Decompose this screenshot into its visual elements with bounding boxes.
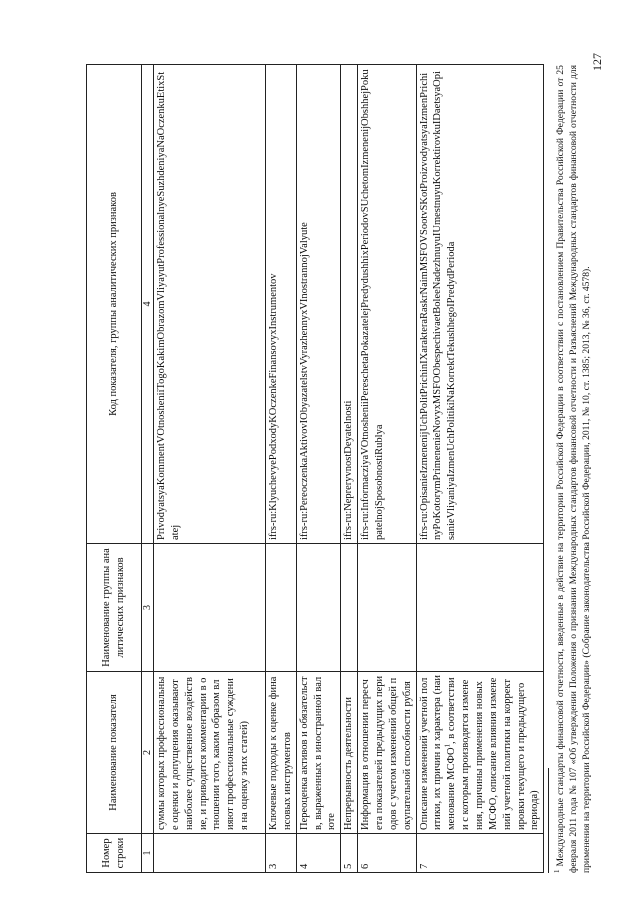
header-indicator-name: Наименование показателя (87, 672, 142, 834)
header-row-number: Номер строки (87, 834, 142, 873)
indicator-code: ifrs-ru:InformacziyaVOtnosheniiPereschetaPokazatelejPredydushhixPeriodovSUchetomIzmenenijObshhejPokupatelnojSposobnostiRublya (358, 65, 416, 544)
group-name (266, 544, 297, 672)
table-row (416, 65, 544, 873)
group-name (296, 544, 341, 672)
indicator-name: Непрерывность деятельности (341, 672, 358, 834)
indicator-name-text-continued: , в соответствии с которым производятся изменения, причины применения новых МСФО, описание влияния изменений учетной политики на корректировки текущего и предыдущего периода) (446, 677, 541, 830)
row-number: 7 (416, 834, 544, 873)
indicator-code: ifrs-ru:PereoczenkaAktivovIObyazatelstvVyrazhennyxVInostrannojValyute (296, 65, 341, 544)
indicator-code: ifrs-ru:KlyuchevyePodxodyKOczenkeFinansovyxInstrumentov (266, 65, 297, 544)
footnote-reference: 1 (443, 743, 452, 748)
table-row (296, 65, 341, 873)
indicator-name: суммы которых профессиональные оценки и допущения оказывают наиболее существенное воздействие, и приводится комментарии в отношении того, каким образом влияют профессиональные суждения на оценку этих статей) (154, 672, 266, 834)
indicators-table (86, 64, 544, 873)
indicator-name (416, 672, 544, 834)
table-row (341, 65, 358, 873)
column-numbers-row (142, 65, 154, 873)
row-number: 4 (296, 834, 341, 873)
table-header-row (87, 65, 142, 873)
table-row (358, 65, 416, 873)
group-name (341, 544, 358, 672)
row-number: 5 (341, 834, 358, 873)
row-number (154, 834, 266, 873)
column-number: 4 (142, 65, 154, 544)
footnote-text: Международные стандарты финансовой отчетности, введенные в действие на территории Российской Федерации в соответствии с постановлением Правительства Российской Федерации от 25 февраля 2011 года № 107 «Об утверждении Положения о признании Международных стандартов финансовой отчетности и Разъяснений Международных стандартов финансовой отчетности для применения на территории Российской Федерации» (Собрание законодательства Российской Федерации, 2011, № 10, ст. 1385; 2013, № 36, ст. 4578). (555, 65, 593, 873)
column-number: 3 (142, 544, 154, 672)
footnote-divider (548, 768, 549, 873)
column-number: 1 (142, 834, 154, 873)
indicator-code: PrivodyatsyaKommentVOtnosheniiTogoKakimObrazomVliyayutProfessionalnyeSuzhdeniyaNaOczenkuEtixStatej (154, 65, 266, 544)
row-number: 6 (358, 834, 416, 873)
header-group-name: Наименование группы аналитических признаков (87, 544, 142, 672)
indicator-name: Ключевые подходы к оценке финансовых инструментов (266, 672, 297, 834)
footnote (554, 65, 594, 873)
indicator-name: Информация в отношении пересчета показателей предыдущих периодов с учетом изменений общей покупательной способности рубля (358, 672, 416, 834)
indicator-name: Переоценка активов и обязательств, выраженных в иностранной валюте (296, 672, 341, 834)
indicator-code: ifrs-ru:OpisanieIzmenenijUchPolitPrichinIXarakteraRaskrNaimMSFOVSootvSKotProizvodyatsyaIzmenPrichinyPoKotorymPrimenenieNovyxMSFOObespechivaetBoleeNadezhnuyuIUmestnuyuKorrektirovkuIDaetsyaOpisanieVliyaniyaIzmenUchPolitikiNaKorrektTekushhegoIPredydPerioda (416, 65, 544, 544)
page-number: 127 (590, 53, 604, 71)
group-name (154, 544, 266, 672)
row-number: 3 (266, 834, 297, 873)
footnote-marker: 1 (552, 869, 561, 873)
table-row (266, 65, 297, 873)
header-indicator-code: Код показателя, группы аналитических признаков (87, 65, 142, 544)
group-name (416, 544, 544, 672)
group-name (358, 544, 416, 672)
indicator-name-text: Описание изменений учетной политики, их причин и характера (наименование МСФО (418, 675, 458, 830)
table-row (154, 65, 266, 873)
indicator-code: ifrs-ru:NepreryvnostDeyatelnosti (341, 65, 358, 544)
column-number: 2 (142, 672, 154, 834)
